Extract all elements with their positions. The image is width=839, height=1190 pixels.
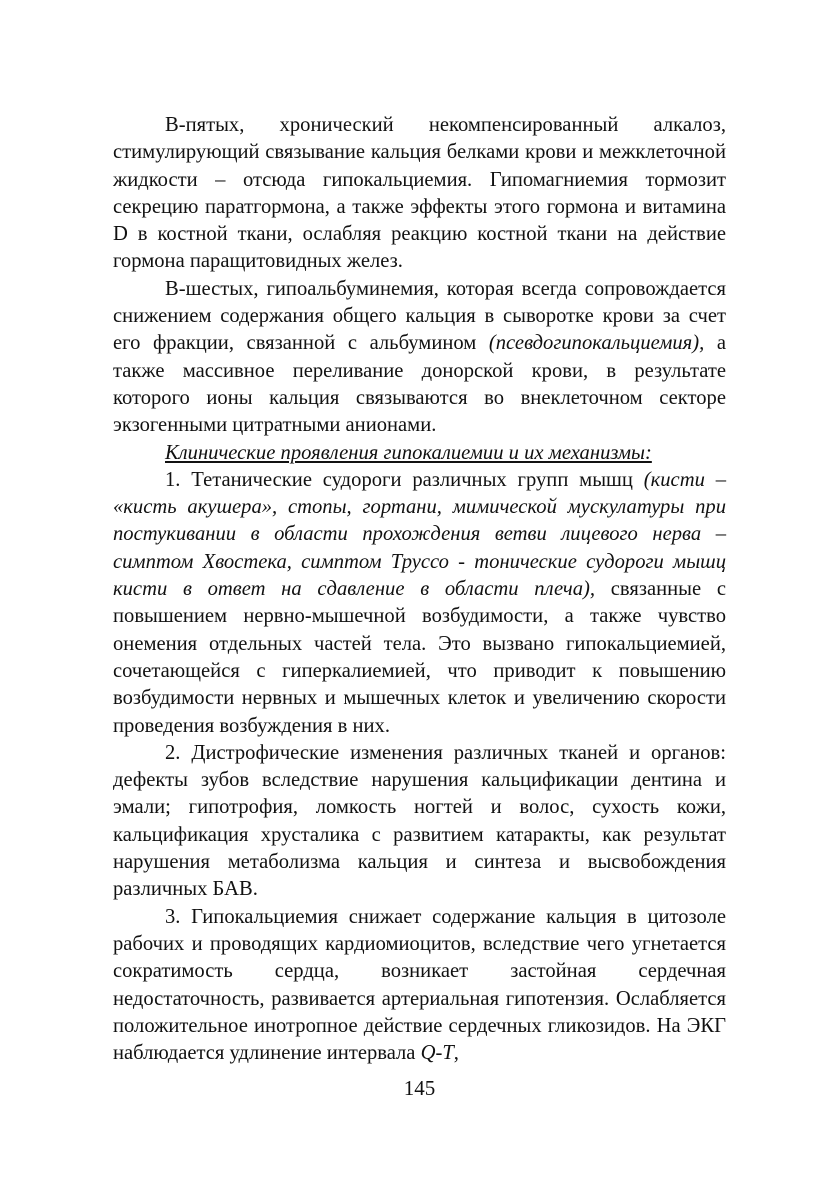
paragraph-hypoalbuminemia (113, 276, 726, 440)
paragraph-tetany (113, 467, 726, 740)
paragraph-cardiac (113, 904, 726, 1068)
paragraph-dystrophic: 2. Дистрофические изменения различных тканей и органов: дефекты зубов вследствие нарушения кальцификации дентина и эмали; гипотрофия, ломкость ногтей и волос, сухость кожи, кальцификация хрусталика с развитием катаракты, как результат нарушения метаболизма кальция и синтеза и высвобождения различных БАВ. (113, 741, 726, 901)
paragraph-text: 1. Тетанические судороги различных групп мышц (165, 468, 644, 491)
italic-symptoms: (кисти – «кисть акушера», стопы, гортани, мимической мускулатуры при постукивании в области прохождения ветви лицевого нерва – симптом Хвостека, симптом Труссо - тонические судороги мышц кисти в ответ на сдавление в области плеча), (113, 468, 726, 601)
paragraph-text: , (453, 1042, 459, 1065)
paragraph-text: В-шестых, гипоальбуминемия, которая всегда сопровождается снижением содержания общего кальция в сыворотке крови за счет его фракции, связанной с альбумином (113, 277, 726, 355)
page-number: 145 (403, 1076, 436, 1100)
body-text (113, 112, 726, 1067)
paragraph-text: а также массивное переливание донорской крови, в результате которого ионы кальция связываются во внеклеточном секторе экзогенными цитратными анионами. (113, 332, 726, 437)
section-heading-paragraph (113, 440, 726, 467)
paragraph-alkalosis: В-пятых, хронический некомпенсированный алкалоз, стимулирующий связывание кальция белками крови и межклеточной жидкости – отсюда гипокальциемия. Гипомагниемия тормозит секрецию паратгормона, а также эффекты этого гормона и витамина D в костной ткани, ослабляя реакцию костной ткани на действие гормона паращитовидных желез. (113, 114, 726, 273)
section-heading: Клинические проявления гипокалиемии и их механизмы: (165, 441, 652, 464)
italic-term: (псевдогипокальциемия), (488, 332, 705, 355)
paragraph-text: связанные с повышением нервно-мышечной возбудимости, а также чувство онемения отдельных частей тела. Это вызвано гипокальциемией, сочетающейся с гиперкалиемией, что приводит к повышению возбудимости нервных и мышечных клеток и увеличению скорости проведения возбуждения в них. (113, 578, 726, 737)
italic-interval: Q-T (420, 1042, 454, 1065)
paragraph-text: 3. Гипокальциемия снижает содержание кальция в цитозоле рабочих и проводящих кардиомиоцитов, вследствие чего угнетается сократимость сердца, возникает застойная сердечная недостаточность, развивается артериальная гипотензия. Ослабляется положительное инотропное действие сердечных гликозидов. На ЭКГ наблюдается удлинение интервала (113, 905, 726, 1065)
